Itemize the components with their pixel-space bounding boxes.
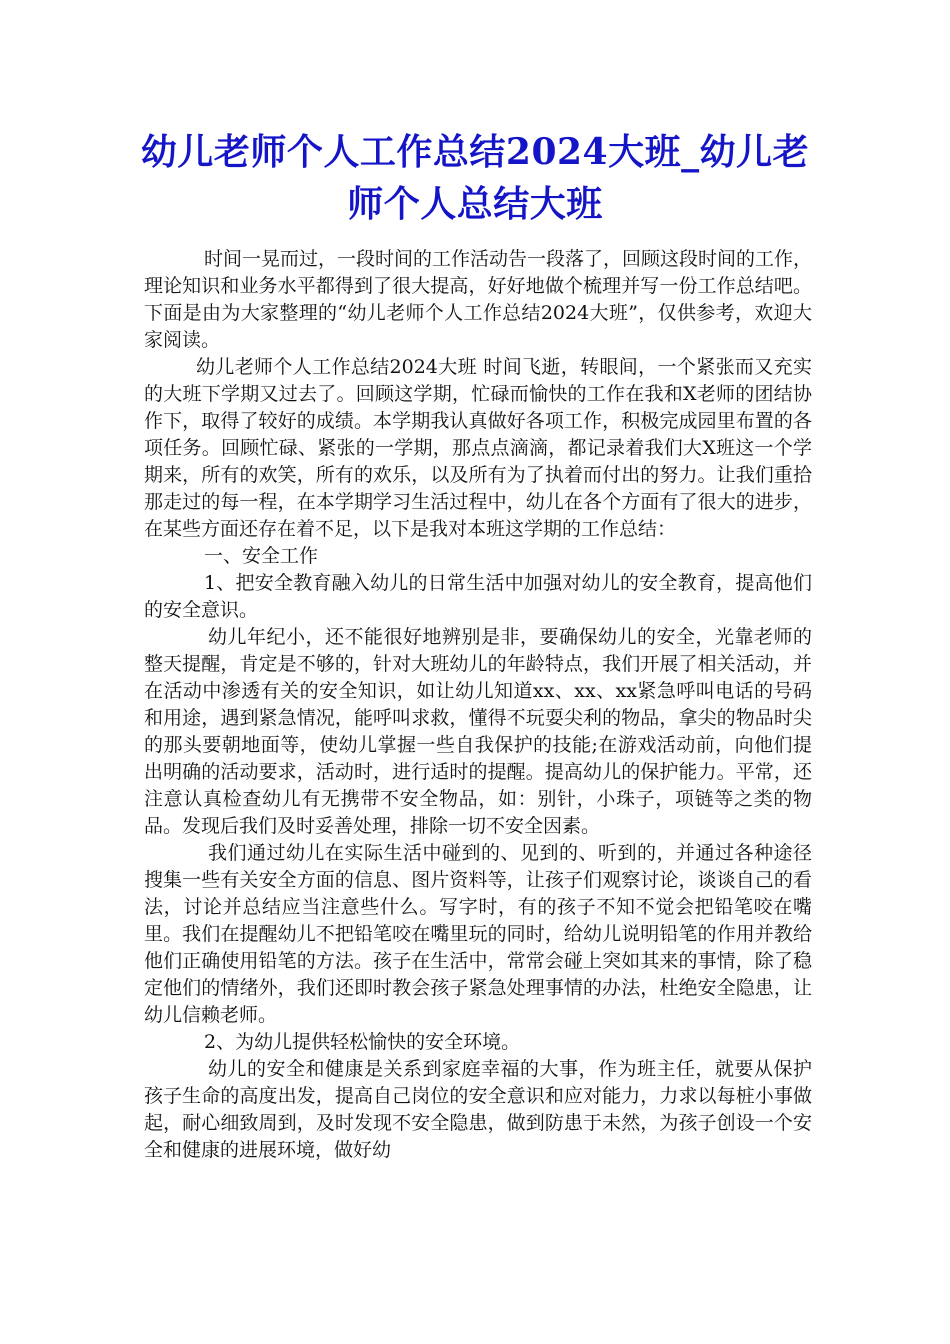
section-heading-safety: 一、安全工作 bbox=[204, 545, 319, 567]
paragraph-safety-discussion: 我们通过幼儿在实际生活中碰到的、见到的、听到的，并通过各种途径搜集一些有关安全方面的信息、图片资料等，让孩子们观察讨论，谈谈自己的看法，讨论并总结应当注意些什么。写字时，有的孩子不知不觉会把铅笔咬在嘴里。我们在提醒幼儿不把铅笔咬在嘴里玩的同时，给幼儿说明铅笔的作用并教给他们正确使用铅笔的方法。孩子在生活中，常常会碰上突如其来的事情，除了稳定他们的情绪外，我们还即时教会孩子紧急处理事情的办法，杜绝安全隐患，让幼儿信赖老师。 bbox=[144, 842, 812, 1026]
paragraph-summary-opening: 幼儿老师个人工作总结2024大班 时间飞逝，转眼间，一个紧张而又充实的大班下学期又过去了。回顾这学期，忙碌而愉快的工作在我和X老师的团结协作下，取得了较好的成绩。本学期我认真做好各项工作，积极完成园里布置的各项任务。回顾忙碌、紧张的一学期，那点点滴滴，都记录着我们大X班这一个学期来，所有的欢笑，所有的欢乐，以及所有为了执着而付出的努力。让我们重拾那走过的每一程，在本学期学习生活过程中，幼儿在各个方面有了很大的进步，在某些方面还存在着不足，以下是我对本班这学期的工作总结： bbox=[144, 356, 812, 540]
document-title: 幼儿老师个人工作总结2024大班_幼儿老师个人总结大班 bbox=[140, 131, 810, 225]
paragraph-intro: 时间一晃而过，一段时间的工作活动告一段落了，回顾这段时间的工作，理论知识和业务水平都得到了很大提高，好好地做个梳理并写一份工作总结吧。下面是由为大家整理的“幼儿老师个人工作总结2024大班”，仅供参考，欢迎大家阅读。 bbox=[144, 248, 813, 351]
subheading-safety-education: 1、把安全教育融入幼儿的日常生活中加强对幼儿的安全教育，提高他们的安全意识。 bbox=[144, 572, 812, 621]
document-body bbox=[144, 246, 812, 1164]
paragraph-safety-awareness: 幼儿年纪小，还不能很好地辨别是非，要确保幼儿的安全，光靠老师的整天提醒，肯定是不够的，针对大班幼儿的年龄特点，我们开展了相关活动，并在活动中渗透有关的安全知识，如让幼儿知道xx、xx、xx紧急呼叫电话的号码和用途，遇到紧急情况，能呼叫求救，懂得不玩耍尖利的物品，拿尖的物品时尖的那头要朝地面等，使幼儿掌握一些自我保护的技能;在游戏活动前，向他们提出明确的活动要求，活动时，进行适时的提醒。提高幼儿的保护能力。平常，还注意认真检查幼儿有无携带不安全物品，如：别针，小珠子，项链等之类的物品。发现后我们及时妥善处理，排除一切不安全因素。 bbox=[144, 626, 812, 837]
paragraph-safe-environment: 幼儿的安全和健康是关系到家庭幸福的大事，作为班主任，就要从保护孩子生命的高度出发，提高自己岗位的安全意识和应对能力，力求以每桩小事做起，耐心细致周到，及时发现不安全隐患，做到防患于未然，为孩子创设一个安全和健康的进展环境，做好幼 bbox=[144, 1058, 812, 1161]
subheading-safe-environment: 2、为幼儿提供轻松愉快的安全环境。 bbox=[204, 1031, 521, 1053]
